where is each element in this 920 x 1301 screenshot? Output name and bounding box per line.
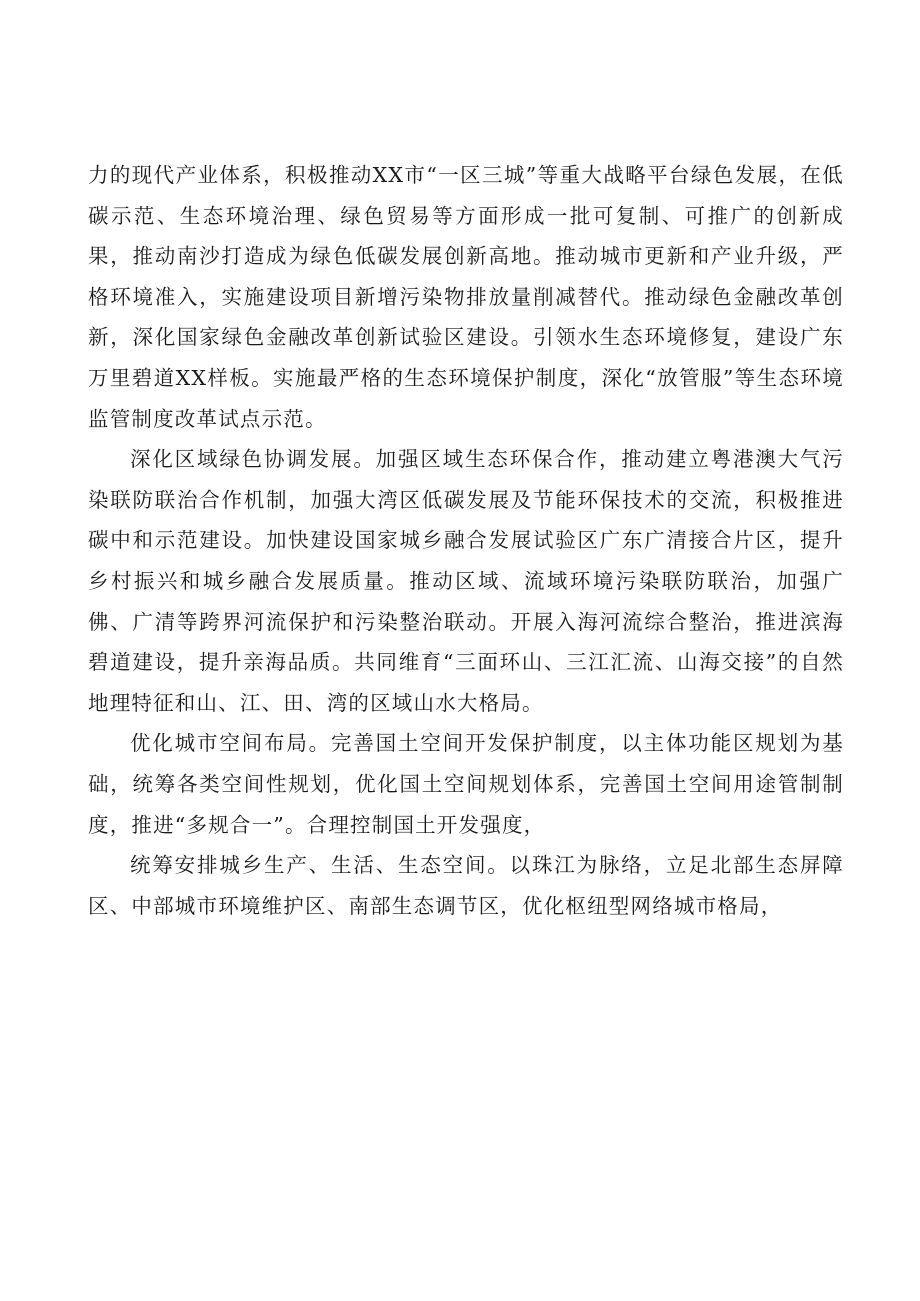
paragraph-urban-rural-planning: 统筹安排城乡生产、生活、生态空间。以珠江为脉络，立足北部生态屏障区、中部城市环境维护区、南部生态调节区，优化枢纽型网络城市格局， [88,853,844,918]
paragraph-continuation: 力的现代产业体系，积极推动XX市“一区三城”等重大战略平台绿色发展，在低碳示范、生态环境治理、绿色贸易等方面形成一批可复制、可推广的创新成果，推动南沙打造成为绿色低碳发展创新高地。推动城市更新和产业升级，严格环境准入，实施建设项目新增污染物排放量削减替代。推动绿色金融改革创新，深化国家绿色金融改革创新试验区建设。引领水生态环境修复，建设广东万里碧道XX样板。实施最严格的生态环境保护制度，深化“放管服”等生态环境监管制度改革试点示范。 [88,163,844,431]
paragraph-urban-spatial-layout: 优化城市空间布局。完善国土空间开发保护制度，以主体功能区规划为基础，统筹各类空间性规划，优化国土空间规划体系，完善国土空间用途管制制度，推进“多规合一”。合理控制国土开发强度， [88,731,844,837]
paragraph-regional-green-development: 深化区域绿色协调发展。加强区域生态环保合作，推动建立粤港澳大气污染联防联治合作机制，加强大湾区低碳发展及节能环保技术的交流，积极推进碳中和示范建设。加快建设国家城乡融合发展试验区广东广清接合片区，提升乡村振兴和城乡融合发展质量。推动区域、流域环境污染联防联治，加强广佛、广清等跨界河流保护和污染整治联动。开展入海河流综合整治，推进滨海碧道建设，提升亲海品质。共同维育“三面环山、三江汇流、山海交接”的自然地理特征和山、江、田、湾的区域山水大格局。 [88,447,844,715]
document-body [88,155,844,926]
